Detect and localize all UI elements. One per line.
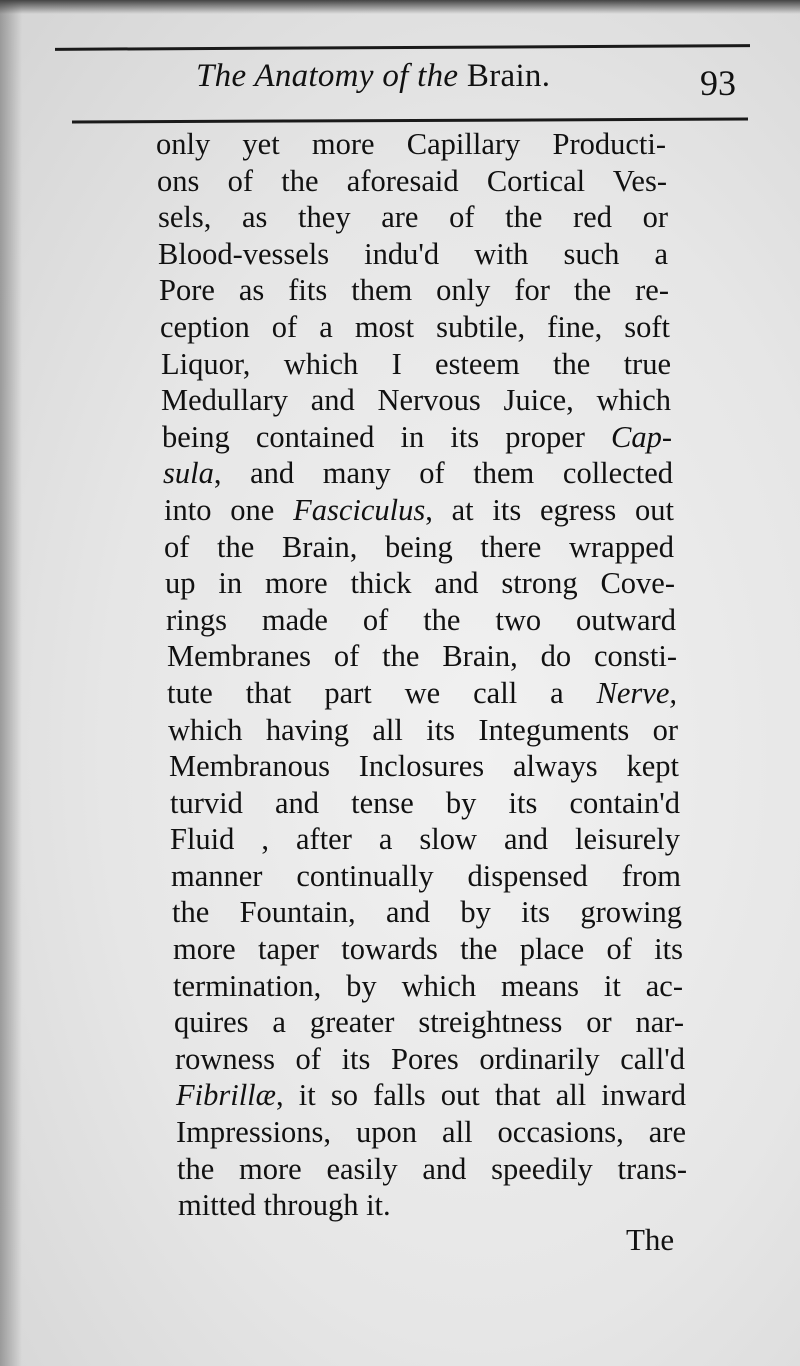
- text-segment: rowness of its Pores ordinarily call'd: [175, 1041, 685, 1076]
- page-number: 93: [700, 63, 736, 103]
- text-segment: ception of a most subtile, fine, soft: [160, 309, 670, 344]
- text-segment: up in more thick and strong Cove-: [165, 566, 675, 601]
- text-segment: rings made of the two outward: [166, 602, 676, 637]
- top-edge-shadow: [0, 0, 800, 14]
- running-header: [180, 58, 740, 110]
- text-segment: Membranous Inclosures always kept: [169, 749, 679, 784]
- text-segment: which having all its Integuments or: [168, 712, 678, 747]
- text-line: [177, 1151, 687, 1188]
- text-segment: turvid and tense by its contain'd: [170, 785, 680, 820]
- text-line: [161, 346, 671, 383]
- body-text: [156, 126, 696, 1224]
- text-segment: ons of the aforesaid Cortical Ves-: [157, 163, 667, 198]
- italic-text: sula: [163, 456, 214, 491]
- header-rule-bottom: [72, 118, 748, 123]
- text-segment: into one: [164, 492, 294, 527]
- text-line: [170, 785, 680, 822]
- text-segment: Blood-vessels indu'd with such a: [158, 236, 668, 271]
- text-line: [164, 529, 674, 566]
- text-line: [172, 894, 682, 931]
- text-segment: quires a greater streightness or nar-: [174, 1005, 684, 1040]
- binding-shadow: [0, 0, 22, 1366]
- text-segment: manner continually dispensed from: [171, 858, 681, 893]
- text-segment: sels, as they are of the red or: [158, 200, 668, 235]
- italic-text: Fibrillæ: [176, 1078, 276, 1113]
- text-line: [167, 638, 677, 675]
- text-line: [176, 1114, 686, 1151]
- text-line: [158, 199, 668, 236]
- italic-text: Cap-: [611, 419, 672, 454]
- text-segment: of the Brain, being there wrapped: [164, 529, 674, 564]
- text-line: [171, 858, 681, 895]
- italic-text: Fasciculus: [293, 492, 426, 527]
- header-rule-top: [55, 44, 750, 51]
- text-segment: , it so falls out that all inward: [276, 1078, 686, 1113]
- running-title: [196, 58, 550, 95]
- text-segment: , at its egress out: [425, 492, 674, 527]
- text-line: [167, 675, 677, 712]
- text-line: [159, 272, 669, 309]
- text-segment: termination, by which means it ac-: [173, 968, 683, 1003]
- text-segment: the Fountain, and by its growing: [172, 895, 682, 930]
- text-line: [174, 1004, 684, 1041]
- running-title-suffix: Brain.: [458, 58, 551, 94]
- text-segment: Medullary and Nervous Juice, which: [161, 383, 671, 418]
- text-line: [158, 236, 668, 273]
- text-segment: Membranes of the Brain, do consti-: [167, 639, 677, 674]
- text-segment: Fluid , after a slow and leisurely: [170, 822, 680, 857]
- text-line: [176, 1077, 686, 1114]
- text-segment: Impressions, upon all occasions, are: [176, 1115, 686, 1150]
- text-segment: more taper towards the place of its: [173, 932, 683, 967]
- text-line: [169, 748, 679, 785]
- text-line: [175, 1041, 685, 1078]
- text-segment: tute that part we call a: [167, 675, 597, 710]
- text-line: [163, 455, 673, 492]
- text-line: [157, 163, 667, 200]
- italic-text: Nerve,: [596, 675, 677, 710]
- catchword: The: [626, 1222, 675, 1257]
- text-segment: only yet more Capillary Producti-: [156, 127, 666, 161]
- text-line: [170, 821, 680, 858]
- text-line: [178, 1187, 688, 1224]
- text-segment: Liquor, which I esteem the true: [161, 346, 671, 381]
- text-line: [156, 126, 666, 163]
- running-title-italic: Anatomy of the: [254, 58, 459, 94]
- text-segment: the more easily and speedily trans-: [177, 1151, 687, 1186]
- text-segment: Pore as fits them only for the re-: [159, 273, 669, 308]
- running-title-prefix: The: [196, 58, 255, 94]
- text-line: [161, 382, 671, 419]
- text-line: [173, 931, 683, 968]
- text-line: [166, 602, 676, 639]
- text-segment: being contained in its proper: [162, 419, 611, 454]
- text-line: [165, 565, 675, 602]
- text-line: [162, 419, 672, 456]
- text-segment: mitted through it.: [178, 1188, 391, 1223]
- text-line: [160, 309, 670, 346]
- text-line: [168, 712, 678, 749]
- text-line: [164, 492, 674, 529]
- text-segment: , and many of them collected: [213, 456, 673, 491]
- text-line: [173, 968, 683, 1005]
